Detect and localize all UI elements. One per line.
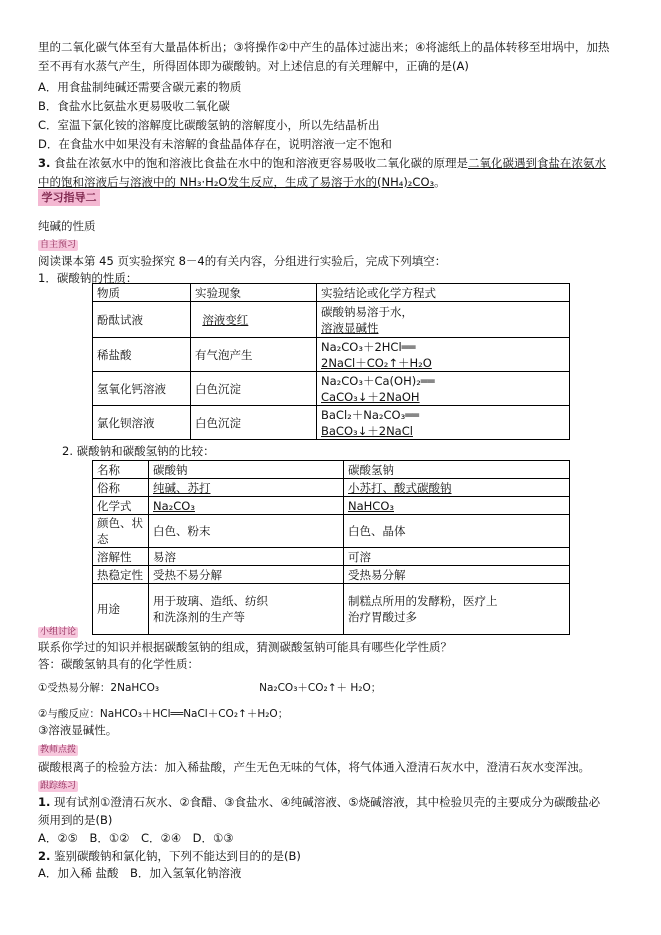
subheading-1: 1．碳酸钠的性质：: [38, 271, 138, 285]
discussion-answer: 答：碳酸氢钠具有的化学性质：: [38, 657, 199, 671]
cell-text: 2NaCl＋CO₂↑＋H₂O: [321, 355, 432, 370]
cell-text: BaCl₂＋Na₂CO₃══: [321, 407, 420, 422]
question-number: 2.: [38, 849, 51, 863]
answer: 中的饱和溶液后与溶液中的 NH₃·H₂O发生反应，生成了易溶于水的(NH₄)₂CO₃: [38, 175, 435, 189]
cell-text: Na₂CO₃＋2HCl══: [321, 339, 416, 354]
property-1: [38, 680, 381, 696]
practice-q1-cont: 须用到的是(B): [38, 813, 113, 827]
reading-instruction: 阅读课本第 45 页实验探究 8－4的有关内容，分组进行实验后，完成下列填空：: [38, 254, 447, 268]
cell: 俗称: [93, 479, 149, 497]
subheading-2: 2. 碳酸钠和碳酸氢钠的比较：: [62, 444, 215, 458]
cell: 白色沉淀: [191, 372, 317, 406]
cell: [149, 584, 344, 635]
question-text: 鉴别碳酸钠和氯化钠，下列不能达到目的的是(B): [54, 849, 301, 863]
section-header: 学习指导二: [38, 189, 100, 206]
tag-teacher: 教师点拨: [40, 745, 77, 755]
question-text: 食盐在浓氨水中的饱和溶液比食盐在水中的饱和溶液更容易吸收二氧化碳的原理是: [54, 156, 469, 170]
section-title: 纯碱的性质: [38, 219, 96, 233]
header-cell: 实验现象: [191, 284, 317, 302]
property-2: ②与酸反应：NaHCO₃＋HCl══NaCl＋CO₂↑＋H₂O；: [38, 708, 289, 720]
practice-q1-options: A．②⑤ B．①② C．②④ D．①③: [38, 831, 234, 845]
cell: 氢氧化钙溶液: [93, 372, 191, 406]
question-number: 1.: [38, 795, 51, 809]
option-d: D．在食盐水中如果没有未溶解的食盐晶体存在，说明溶液一定不饱和: [38, 137, 392, 151]
table-row: [93, 479, 570, 497]
cell: 有气泡产生: [191, 338, 317, 372]
comparison-table: [92, 460, 570, 635]
cell-text: Na₂CO₃＋Ca(OH)₂══: [321, 373, 435, 388]
period: 。: [434, 175, 446, 189]
header-cell: 碳酸氢钠: [344, 461, 570, 479]
practice-q2-options: A．加入稀 盐酸 B．加入氢氧化钠溶液: [38, 866, 242, 880]
cell: 酚酞试液: [93, 302, 191, 338]
table-row: [93, 584, 570, 635]
cell: 溶解性: [93, 548, 149, 566]
cell: 用途: [93, 584, 149, 635]
cell: 热稳定性: [93, 566, 149, 584]
cell: 可溶: [344, 548, 570, 566]
cell: 白色沉淀: [191, 406, 317, 440]
cell: 纯碱、苏打: [149, 479, 344, 497]
header-cell: 物质: [93, 284, 191, 302]
option-b: B．食盐水比氨盐水更易吸收二氧化碳: [38, 99, 230, 113]
equation-right: Na₂CO₃＋CO₂↑＋ H₂O；: [259, 682, 382, 694]
cell: [191, 302, 317, 338]
question-3: [38, 155, 606, 171]
table-row: [93, 515, 570, 548]
table-row: [93, 566, 570, 584]
answer: 二氧化碳遇到食盐在浓氨水: [468, 156, 607, 170]
cell: Na₂CO₃: [149, 497, 344, 515]
table-row: [93, 302, 570, 338]
cell: 化学式: [93, 497, 149, 515]
question-text: 现有试剂①澄清石灰水、②食醋、③食盐水、④纯碱溶液、⑤烧碱溶液，其中检验贝壳的主要成分为碳酸盐必: [54, 795, 601, 809]
cell: [317, 406, 570, 440]
cell: 受热易分解: [344, 566, 570, 584]
tag-preview: 自主预习: [40, 240, 77, 250]
cell: 白色、粉末: [149, 515, 344, 548]
cell: 白色、晶体: [344, 515, 570, 548]
cell-text: BaCO₃↓＋2NaCl: [321, 423, 413, 438]
option-a: A．用食盐制纯碱还需要含碳元素的物质: [38, 80, 242, 94]
discussion-question: 联系你学过的知识并根据碳酸氢钠的组成，猜测碳酸氢钠可能具有哪些化学性质？: [38, 640, 452, 654]
cell: [317, 338, 570, 372]
header-cell: 实验结论或化学方程式: [317, 284, 570, 302]
cell-text: CaCO₃↓＋2NaOH: [321, 389, 420, 404]
question-3-cont: [38, 174, 446, 190]
cell-text: 制糕点所用的发酵粉，医疗上治疗胃酸过多: [348, 594, 498, 624]
table-row: [93, 338, 570, 372]
table-row: [93, 372, 570, 406]
cell: [317, 372, 570, 406]
cell: 小苏打、酸式碳酸钠: [344, 479, 570, 497]
sodium-carbonate-properties-table: [92, 283, 570, 440]
cell: 颜色、状态: [93, 515, 149, 548]
cell: 易溶: [149, 548, 344, 566]
header-cell: 名称: [93, 461, 149, 479]
option-c: C．室温下氯化铵的溶解度比碳酸氢钠的溶解度小，所以先结晶析出: [38, 118, 380, 132]
tag-practice: 跟踪练习: [40, 781, 77, 791]
cell-text: 溶液变红: [202, 312, 249, 327]
table-row: [93, 406, 570, 440]
question-number: 3.: [38, 156, 51, 170]
cell-text: 溶液显碱性: [321, 320, 379, 335]
cell-text: 碳酸钠易溶于水，: [321, 304, 413, 319]
cell: NaHCO₃: [344, 497, 570, 515]
property-3: ③溶液显碱性。: [38, 723, 118, 737]
cell: 氯化钡溶液: [93, 406, 191, 440]
cell-text: 用于玻璃、造纸、纺织和洗涤剂的生产等: [153, 594, 268, 624]
text-line: 里的二氧化碳气体至有大量晶体析出；③将操作②中产生的晶体过滤出来；④将滤纸上的晶体转移至坩埚中，加热: [38, 40, 610, 54]
text-line: 至不再有水蒸气产生，所得固体即为碳酸钠。对上述信息的有关理解中，正确的是(A): [38, 59, 469, 73]
cell: 稀盐酸: [93, 338, 191, 372]
header-cell: 碳酸钠: [149, 461, 344, 479]
tag-discussion: 小组讨论: [40, 627, 77, 637]
table-row: [93, 497, 570, 515]
teacher-note: 碳酸根离子的检验方法：加入稀盐酸，产生无色无味的气体，将气体通入澄清石灰水中，澄清石灰水变浑浊。: [38, 760, 590, 774]
equation-left: ①受热易分解：2NaHCO₃: [38, 682, 160, 694]
table-row: [93, 548, 570, 566]
practice-q2: [38, 848, 301, 864]
cell: [344, 584, 570, 635]
cell: [317, 302, 570, 338]
cell: 受热不易分解: [149, 566, 344, 584]
practice-q1: [38, 794, 600, 810]
